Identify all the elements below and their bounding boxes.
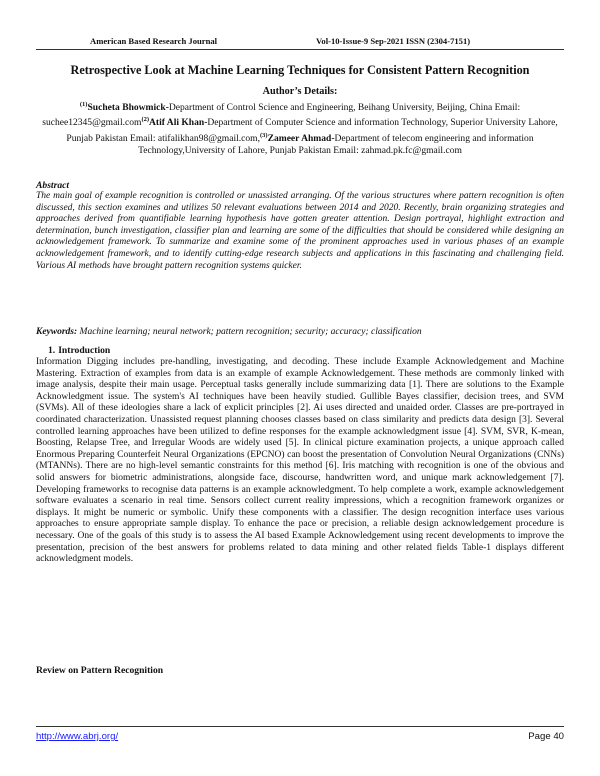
author-2-name: Atif Ali Khan- [149, 117, 208, 129]
header-rule [36, 49, 564, 50]
author-1-affiliation: Department of Control Science and Engineering, Beihang University, Beijing, China Email: suchee12345@gmail.com [42, 102, 521, 129]
issue-info: Vol-10-Issue-9 Sep-2021 ISSN (2304-7151) [316, 36, 471, 46]
page-number: Page 40 [528, 731, 564, 742]
abstract-heading: Abstract [36, 180, 70, 191]
footer-rule [36, 726, 564, 727]
authors-heading: Author’s Details: [262, 86, 338, 97]
author-3-mark: (3) [260, 131, 268, 139]
abstract-text: The main goal of example recognition is controlled or unassisted arranging. Of the various structures where pattern recognition is often discussed, this section examines and utilizes 50 relevant evaluations between 2014 and 2020. Recently, brain organizing strategies and approaches derived from quantifiable learning hypothesis have gotten greater attention. Design portrayal, highlight extraction and determination, bunch investigation, classifier plan and learning are some of the difficulties that should be considered while designing an acknowledgement framework. To summarize and examine some of the prominent approaches used in various phases of an example acknowledgement framework, and to identify cutting-edge research subjects and applications in this fascinating and challenging field. Various AI methods have brought pattern recognition systems quicker. [36, 191, 564, 271]
author-2-mark: (2) [141, 116, 150, 124]
introduction-heading [48, 345, 110, 356]
running-header [90, 36, 520, 48]
journal-website-link[interactable]: http://www.abrj.org/ [36, 731, 119, 742]
author-3-affiliation: Department of telecom engineering and information Technology,University of Lahore, Punjab Pakistan Email: zahmad.pk.fc@gmail.com [138, 133, 534, 157]
section-title: Introduction [58, 345, 111, 356]
author-2-affiliation: Department of Computer Science and information Technology, Superior University Lahore, Punjab Pakistan Email: atifalikhan98@gmail.com, [66, 117, 558, 145]
author-1-mark: (1) [79, 101, 88, 108]
keywords-text: Machine learning; neural network; pattern recognition; security; accuracy; classification [79, 327, 422, 337]
author-3-name: Zameer Ahmad- [267, 133, 335, 145]
keywords [36, 326, 564, 338]
review-heading: Review on Pattern Recognition [36, 665, 164, 676]
author-1-name: Sucheta Bhowmick- [87, 102, 169, 114]
journal-name: American Based Research Journal [90, 36, 218, 46]
paper-title: Retrospective Look at Machine Learning Techniques for Consistent Pattern Recognition [70, 63, 530, 77]
author-details [34, 99, 566, 158]
section-number: 1. [48, 345, 56, 356]
introduction-text: Information Digging includes pre-handling, investigating, and decoding. These include Example Acknowledgement and Machine Mastering. Extraction of examples from data is an example of example Acknowledgement. These methods are commonly linked with image analysis, despite their main usage. Perceptual tasks generally include summarizing data [1]. There are solutions to the Example Acknowledgment issue. The system's AI techniques have been heavily studied. Gullible Bayes classifier, decision trees, and SVM (SVMs). All of these ideologies share a lack of explicit principles [2]. Ai uses directed and unaided order. Classes are pre-portrayed in coordinated characterization. Unassisted request planning chooses classes based on class similarity and predicts data design [3]. Several controlled learning approaches have been utilized to define responses for the example acknowledgment issue [4]. SVM, SVR, K-mean, Boosting, Relapse Tree, and Irregular Woods are widely used [5]. In clinical picture examination projects, a unique approach called Enormous Preparing Counterfeit Neural Organizations (EPCNO) can boost the presentation of Convolution Neural Organizations (CNNs) (MTANNs). There are no high-level semantic constraints for this method [6]. Iris matching with recognition is one of the obvious and solid answers for biometric administrations, alongside face, discourse, handwritten word, and unique mark acknowledgement [7]. Developing frameworks to recognise data patterns is an example acknowledgment. To help complete a work, example acknowledgement software evaluates a scenario in real time. Sensors collect current reality impressions, which a recognition framework organizes or displays. It might be numeric or symbolic. Unify these components with a classifier. The design recognition interface uses various approaches to ensure appropriate sample display. To enhance the pace or precision, a reliable design acknowledgement procedure is necessary. One of the goals of this study is to assess the AI based Example Acknowledgement using recent developments to improve the presentation, precision of the best answers for problems related to data mining and other related fields Table-1 displays different acknowledgment models. [36, 357, 564, 565]
keywords-label: Keywords: [36, 327, 78, 337]
